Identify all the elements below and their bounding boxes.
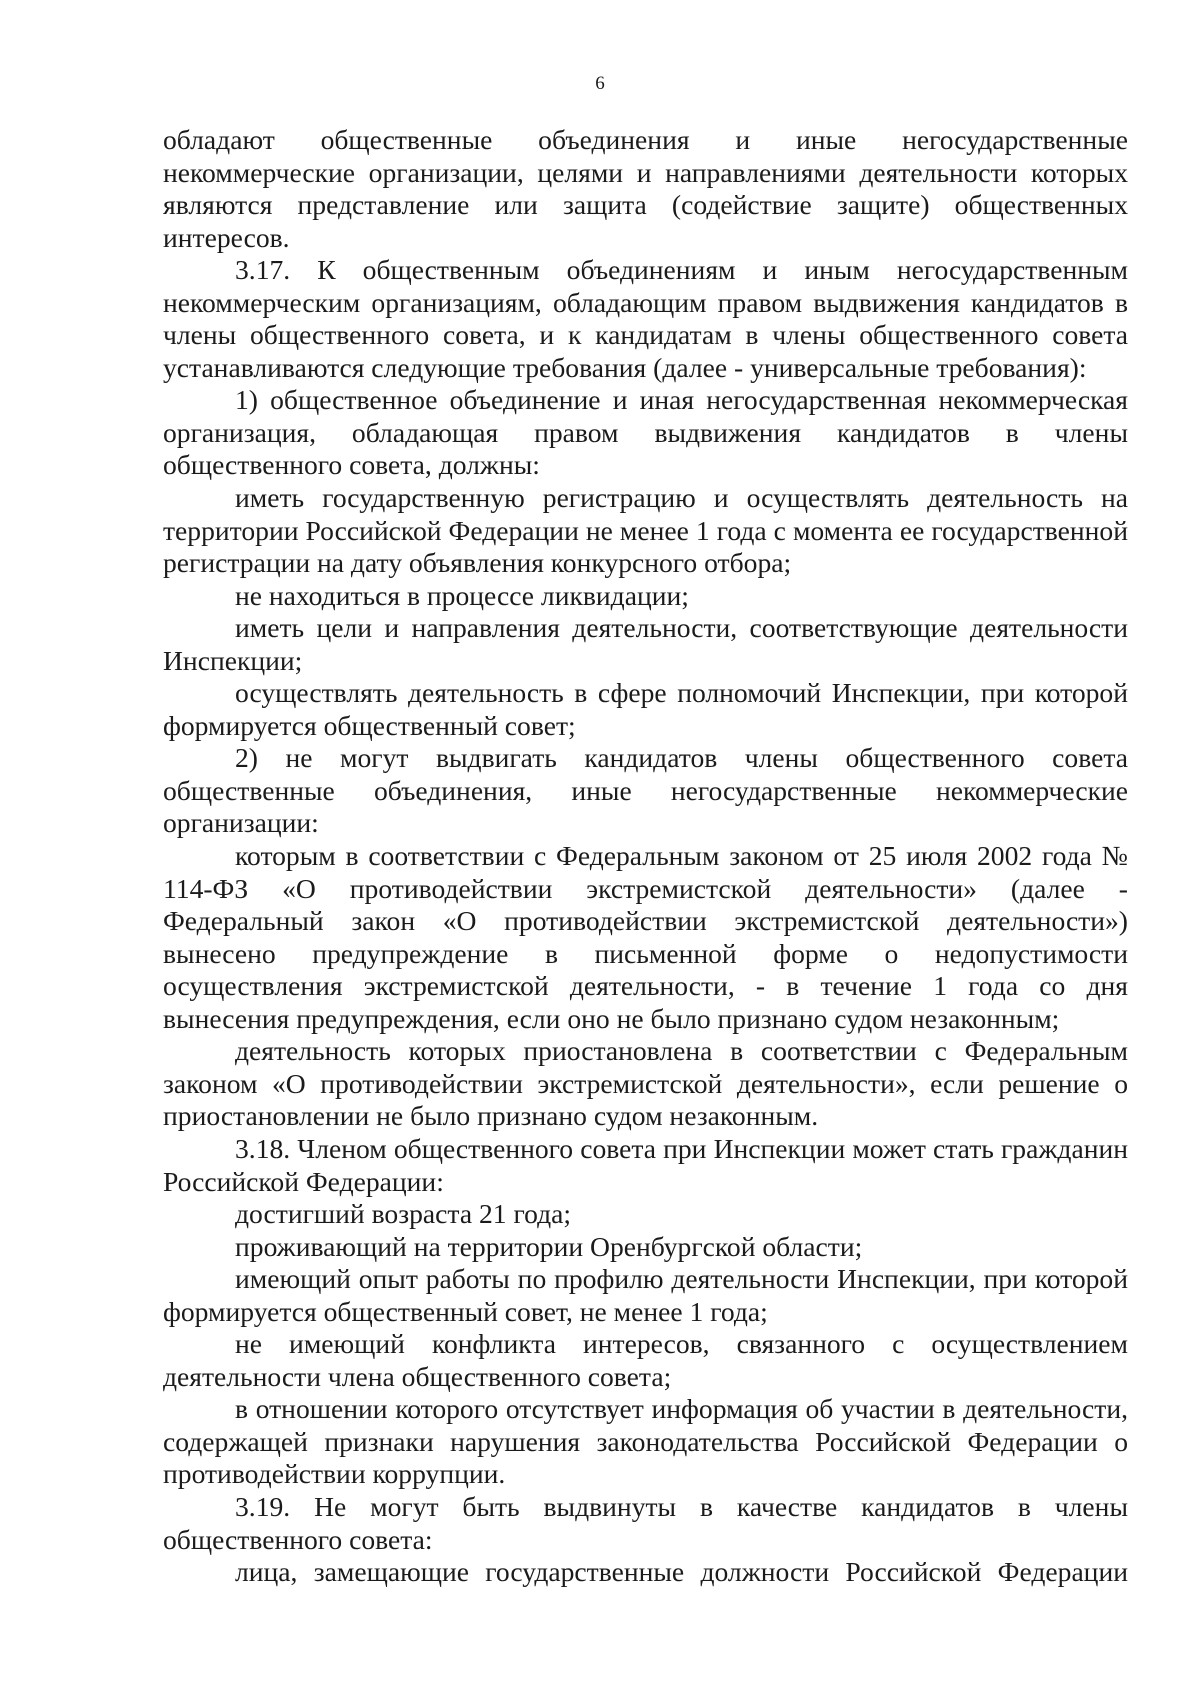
paragraph-age: достигший возраста 21 года; [235, 1198, 572, 1230]
paragraph-item-2: 2) не могут выдвигать кандидатов члены общественного совета общественные объединения, иные негосударственные некоммерческие организации: [163, 742, 1128, 839]
paragraph-corruption: в отношении которого отсутствует информация об участии в деятельности, содержащей признаки нарушения законодательства Российской Федерации о противодействии коррупции. [163, 1393, 1128, 1490]
paragraph-goals: иметь цели и направления деятельности, соответствующие деятельности Инспекции; [163, 612, 1128, 676]
paragraph-registration: иметь государственную регистрацию и осуществлять деятельность на территории Российской Федерации не менее 1 года с момента ее государственной регистрации на дату объявления конкурсного отбора; [163, 482, 1128, 579]
paragraph-conflict: не имеющий конфликта интересов, связанного с осуществлением деятельности члена общественного совета; [163, 1328, 1128, 1392]
page-number: 6 [595, 73, 605, 94]
paragraph-officials: лица, замещающие государственные должности Российской Федерации [235, 1556, 1128, 1588]
paragraph-residence: проживающий на территории Оренбургской области; [235, 1230, 863, 1262]
paragraph-powers: осуществлять деятельность в сфере полномочий Инспекции, при которой формируется общественный совет; [163, 677, 1128, 741]
document-body [163, 124, 1128, 1589]
paragraph-experience: имеющий опыт работы по профилю деятельности Инспекции, при которой формируется общественный совет, не менее 1 года; [163, 1263, 1128, 1327]
paragraph-3-18: 3.18. Членом общественного совета при Инспекции может стать гражданин Российской Федерации: [163, 1132, 1128, 1197]
paragraph-continuation: обладают общественные объединения и иные негосударственные некоммерческие организации, целями и направлениями деятельности которых являются представление или защита (содействие защите) общественных интересов. [163, 124, 1128, 253]
paragraph-item-1: 1) общественное объединение и иная негосударственная некоммерческая организация, обладающая правом выдвижения кандидатов в члены общественного совета, должны: [163, 384, 1128, 481]
paragraph-liquidation: не находиться в процессе ликвидации; [235, 579, 689, 611]
paragraph-3-19: 3.19. Не могут быть выдвинуты в качестве кандидатов в члены общественного совета: [163, 1490, 1128, 1555]
paragraph-3-17: 3.17. К общественным объединениям и иным негосударственным некоммерческим организациям, обладающим правом выдвижения кандидатов в члены общественного совета, и к кандидатам в члены общественного совета устанавливаются следующие требования (далее - универсальные требования): [163, 254, 1128, 383]
paragraph-warning: которым в соответствии с Федеральным законом от 25 июля 2002 года № 114-ФЗ «О противодействии экстремистской деятельности» (далее - Федеральный закон «О противодействии экстремистской деятельности») вынесено предупреждение в письменной форме о недопустимости осуществления экстремистской деятельности, - в течение 1 года со дня вынесения предупреждения, если оно не было признано судом незаконным; [163, 840, 1128, 1034]
paragraph-suspension: деятельность которых приостановлена в соответствии с Федеральным законом «О противодействии экстремистской деятельности», если решение о приостановлении не было признано судом незаконным. [163, 1035, 1128, 1132]
